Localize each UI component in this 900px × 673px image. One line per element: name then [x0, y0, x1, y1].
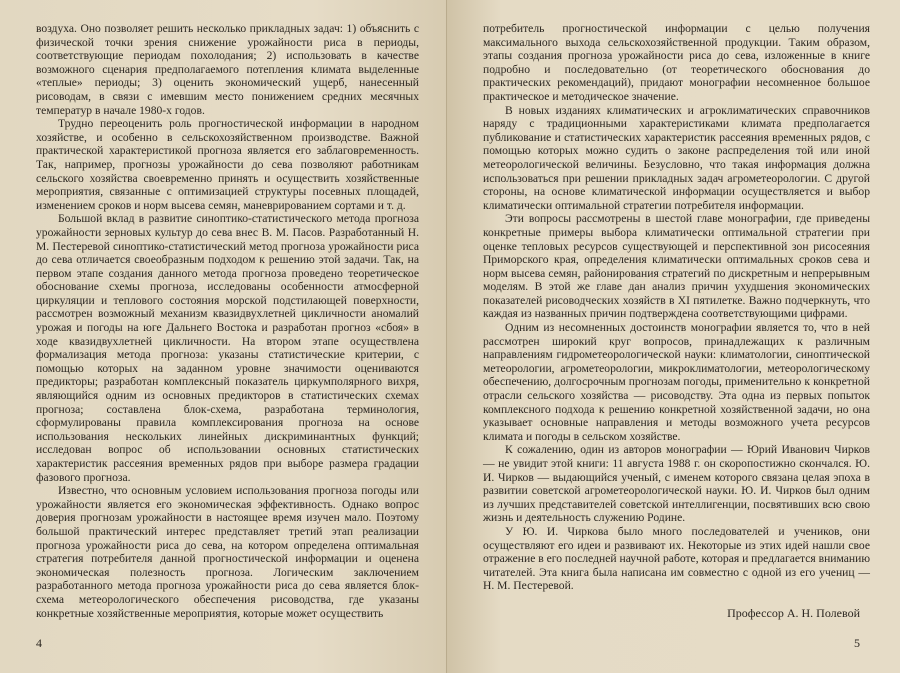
right-paragraph-5: К сожалению, один из авторов монографии — Юрий Иванович Чирков — не увидит этой книги: 11 августа 1988 г. он скоропостижно скончался. Ю. И. Чирков — выдающийся ученый, с именем которого связана целая эпоха в развитии советской агрометеорологической науки. Ю. И. Чирков был одним из лучших представителей советской интеллигенции, посвятивших всю свою жизнь и деятельность служению Родине.: [483, 443, 870, 525]
signature: Профессор А. Н. Полевой: [727, 606, 860, 620]
left-paragraph-3: Большой вклад в развитие синоптико-статистического метода прогноза урожайности зерновых культур до сева внес В. М. Пасов. Разработанный Н. М. Пестеревой синоптико-статистический метод прогноза урожайности риса до сева отличается своеобразным подходом к решению этой задачи. Так, на первом этапе создания данного метода прогноза проведено теоретическое обоснование схемы прогноза, исследованы особенности атмосферной циркуляции и теплового состояния морской подстилающей поверхности, рассмотрен возможный механизм квазидвухлетней цикличности аномалий урожая и погоды на юге Дальнего Востока и разработан прогноз «сбоя» в ходе квазидвухлетней цикличности. На втором этапе осуществлена формализация метода прогноза: указаны статистические критерии, с помощью которых на заданном уровне значимости оцениваются предикторы; разработан комплексный показатель циркумполярного вихря, являющийся одним из основных предикторов в статистических схемах прогноза; составлена блок-схема, разработана терминология, сформулированы правила комплексирования прогноза на основе использования нескольких линейных дискриминантных функций; исследован вопрос об использовании основных статистических характеристик рассеяния временных рядов при выборе размера градации фазового прогноза.: [36, 212, 419, 484]
right-paragraph-1: потребитель прогностической информации с целью получения максимального выхода сельскохозяйственной продукции. Таким образом, этапы создания прогноза урожайности риса до сева, изложенные в книге подробно и последовательно (от теоретического обоснования до практических рекомендаций), придают монографии несомненное большое практическое и методическое значение.: [483, 22, 870, 103]
right-page: [447, 0, 900, 673]
right-page-number: 5: [854, 636, 860, 650]
right-paragraph-4: Одним из несомненных достоинств монографии является то, что в ней рассмотрен широкий круг вопросов, принадлежащих к различным направлениям гидрометеорологической науки: климатологии, синоптической метеорологии, агрометеорологии, микроклиматологии, метеорологическому обеспечению, долгосрочным прогнозам погоды, применительно к конкретной отрасли сельского хозяйства — рисоводству. Эта одна из первых попыток комплексного подхода к решению конкретной хозяйственной задачи, но она указывает основные направления и методы возможного учета ресурсов климата и погоды в сельском хозяйстве.: [483, 321, 870, 443]
left-page-number: 4: [36, 636, 42, 650]
right-paragraph-6: У Ю. И. Чиркова было много последователей и учеников, они осуществляют его идеи и развивают их. Некоторые из этих идей нашли свое отражение в его последней научной работе, которая и предлагается вниманию читателей. Эта книга была написана им совместно с одной из его учениц — Н. М. Пестеревой.: [483, 524, 870, 593]
left-paragraph-1: воздуха. Оно позволяет решить несколько прикладных задач: 1) объяснить с физической точки зрения снижение урожайности риса в периоды, соответствующие периодам похолодания; 2) использовать в качестве возможного сценария предполагаемого потепления климата выделенные «теплые» периоды; 3) оценить экономический ущерб, нанесенный рисоводам, в связи с имевшим место понижением средних месячных температур в начале 1980-х годов.: [36, 22, 419, 117]
left-paragraph-2: Трудно переоценить роль прогностической информации в народном хозяйстве, и особенно в сельскохозяйственном производстве. Важной практической характеристикой прогноза является его заблаговременность. Так, например, прогнозы урожайности до сева позволяют работникам сельского хозяйства своевременно принять и осуществить хозяйственные мероприятия, связанные с оптимизацией структуры посевных площадей, изменением сроков и норм высева семян, маневрированием сортами и т. д.: [36, 117, 419, 212]
left-paragraph-4: Известно, что основным условием использования прогноза погоды или урожайности является его экономическая эффективность. Однако вопрос доверия прогнозам урожайности в настоящее время изучен мало. Поэтому большой практический интерес представляет третий этап реализации прогноза урожайности риса до сева, на котором определена оптимальная стратегия потребителя данной прогностической информации и оценена экономическая полезность прогноза. Логическим заключением разработанного метода прогноза урожайности риса до сева является блок-схема метеорологического обеспечения рисоводства, где указаны конкретные хозяйственные мероприятия, которые может осуществить: [36, 484, 419, 620]
right-paragraph-3: Эти вопросы рассмотрены в шестой главе монографии, где приведены конкретные примеры выбора климатически оптимальной стратегии при оценке тепловых ресурсов существующей и перспективной зон рисосеяния Приморского края, определения климатически оптимальных сроков сева и норм высева семян, районирования стратегий по дискретным и непрерывным моделям. В этой же главе дан анализ причин ухудшения экономических показателей рисоводческих хозяйств в XI пятилетке. Важно подчеркнуть, что каждая из названных причин подтверждена соответствующими цифрами.: [483, 212, 870, 321]
left-page: [0, 0, 447, 673]
right-paragraph-2: В новых изданиях климатических и агроклиматических справочников наряду с традиционными характеристиками климата предполагается публикование и статистических характеристик рассеяния временных рядов, с помощью которых можно судить о законе распределения той или иной метеорологической величины. Безусловно, что такая информация должна использоваться при решении прикладных задач агрометеорологии. С другой стороны, на основе климатической информации осуществляется и выбор климатически оптимальной стратегии потребителя информации.: [483, 103, 870, 212]
